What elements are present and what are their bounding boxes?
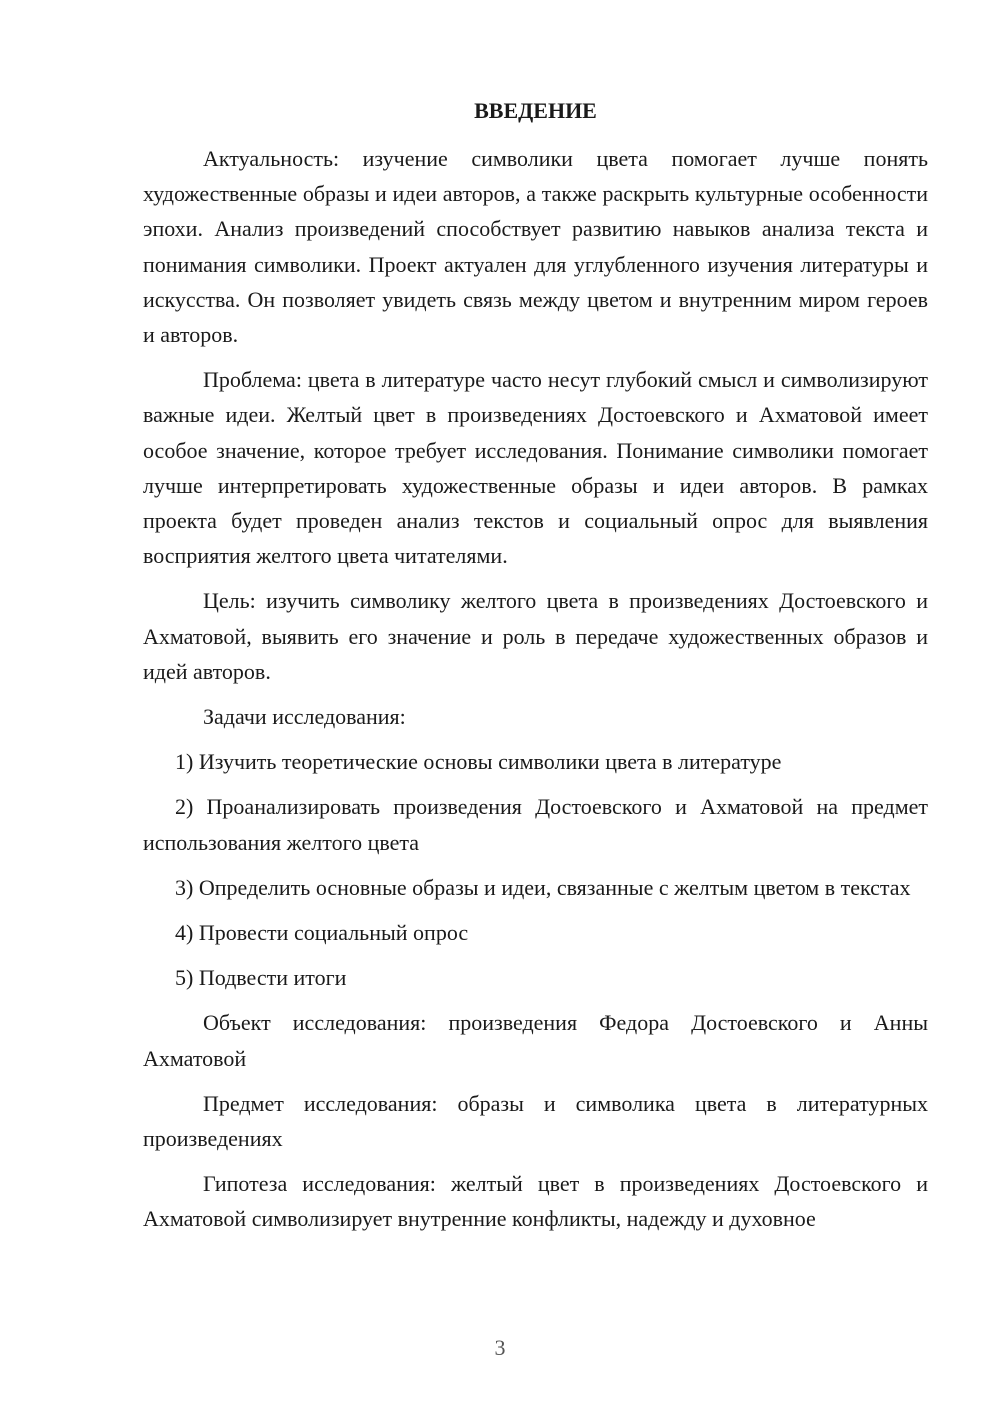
task-item-5: 5) Подвести итоги (175, 965, 347, 991)
task-item-4: 4) Провести социальный опрос (175, 920, 469, 946)
task-item-2: 2) Проанализировать произведения Достоевского и Ахматовой на предмет использования желтого цвета (143, 794, 928, 855)
paragraph-relevance: Актуальность: изучение символики цвета помогает лучше понять художественные образы и идеи авторов, а также раскрыть культурные особенности эпохи. Анализ произведений способствует развитию навыков анализа текста и понимания символики. Проект актуален для углубленного изучения литературы и искусства. Он позволяет увидеть связь между цветом и внутренним миром героев и авторов. (143, 146, 928, 348)
paragraph-object: Объект исследования: произведения Федора Достоевского и Анны Ахматовой (143, 1010, 928, 1071)
paragraph-goal: Цель: изучить символику желтого цвета в произведениях Достоевского и Ахматовой, выявить его значение и роль в передаче художественных образов и идей авторов. (143, 588, 928, 684)
paragraph-problem: Проблема: цвета в литературе часто несут глубокий смысл и символизируют важные идеи. Желтый цвет в произведениях Достоевского и Ахматовой имеет особое значение, которое требует исследования. Понимание символики помогает лучше интерпретировать художественные образы и идеи авторов. В рамках проекта будет проведен анализ текстов и социальный опрос для выявления восприятия желтого цвета читателями. (143, 367, 928, 569)
tasks-heading: Задачи исследования: (203, 704, 406, 730)
page-number: 3 (494, 1335, 506, 1360)
paragraph-subject: Предмет исследования: образы и символика цвета в литературных произведениях (143, 1090, 928, 1152)
paragraph-hypothesis: Гипотеза исследования: желтый цвет в произведениях Достоевского и Ахматовой символизирует внутренние конфликты, надежду и духовное (143, 1171, 928, 1232)
task-item-1: 1) Изучить теоретические основы символики цвета в литературе (175, 749, 782, 775)
page-title: ВВЕДЕНИЕ (474, 98, 597, 123)
document-body (143, 141, 928, 1247)
task-item-3: 3) Определить основные образы и идеи, связанные с желтым цветом в текстах (175, 874, 911, 900)
